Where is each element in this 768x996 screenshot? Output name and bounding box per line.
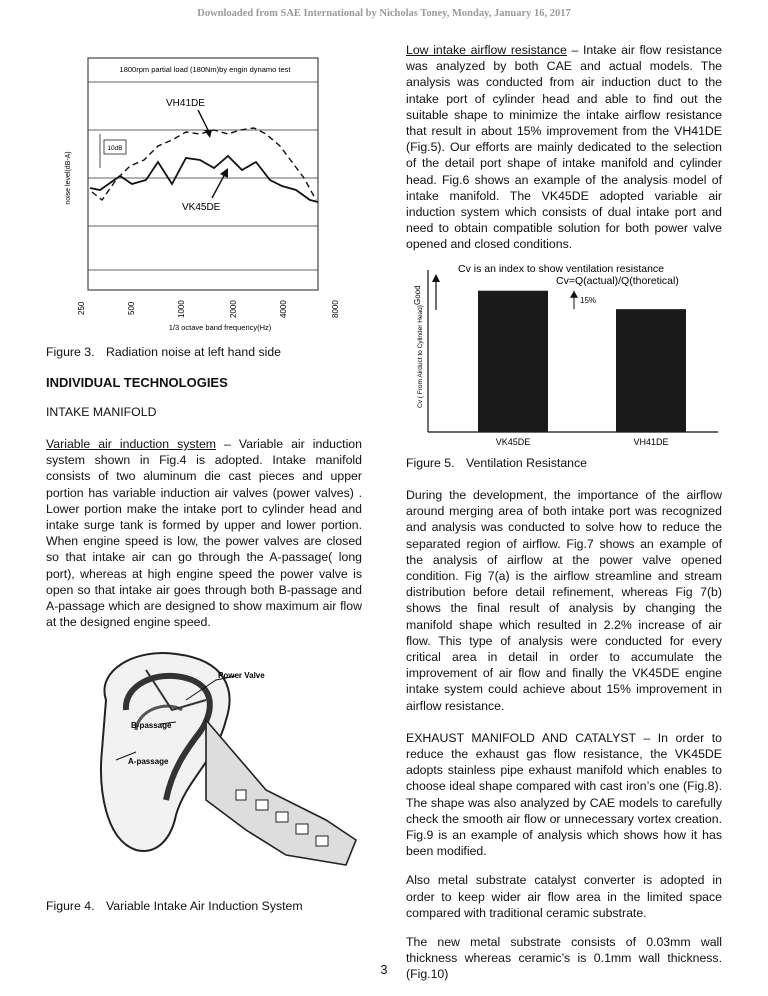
fig5-bar-vk45de bbox=[478, 291, 548, 432]
fig3-xlabel: 1/3 octave band frequency(Hz) bbox=[168, 323, 272, 332]
figure-3-noise-chart bbox=[60, 50, 350, 335]
wall-thickness-paragraph: The new metal substrate consists of 0.03mm wall thickness whereas ceramic’s is 0.1mm wall thickness. (Fig.10) bbox=[406, 935, 722, 982]
fig3-label-vh41de: VH41DE bbox=[166, 98, 205, 109]
fig5-category-vh41de: VH41DE bbox=[633, 437, 669, 447]
variable-air-induction-body: – Variable air induction system shown in Fig.4 is adopted. Intake manifold consists of two aluminum die cast pieces and upper portion has variable induction air valves (power valves) . Lower portion make the intake port to cylinder head and intake surge tank is formed by upper and lower portion. When engine speed is low, the power valves are closed so that intake air can go through the A-passage( long port), whereas at high engine speed the power valve is open so that intake air goes through both B-passage and A-passage which are designed to show maximum air flow at the designed engine speed. bbox=[46, 437, 362, 630]
fig5-formula: Cv=Q(actual)/Q(thoretical) bbox=[556, 275, 679, 287]
fig3-tick-4000: 4000 bbox=[279, 300, 288, 318]
figure-3-caption-text: Radiation noise at left hand side bbox=[106, 345, 282, 359]
variable-air-induction-lead: Variable air induction system bbox=[46, 437, 217, 451]
page-number: 3 bbox=[380, 963, 388, 977]
metal-substrate-paragraph: Also metal substrate catalyst converter is adopted in order to keep wider air flow area in the limited space compared with traditional ceramic substrate. bbox=[406, 873, 722, 920]
intake-airflow-resistance-body: – Intake air flow resistance was analyzed by both CAE and actual models. The analysis was conducted from air induction duct to the intake port of cylinder head and able to find out the suitable shape to minimize the intake airflow resistance that result in about 15% improvement from the VH41DE (Fig.5). Our efforts are mainly dedicated to the selection of the detail port shape of intake manifold and cylinder head. Fig.6 shows an example of the analysis model of intake manifold. The VK45DE adopted variable air induction system which consists of dual intake port and need to obtain compatible solution for both power valve opened and closed conditions. bbox=[406, 43, 722, 252]
fig5-category-vk45de: VK45DE bbox=[495, 437, 531, 447]
fig4-label-a-passage: A-passage bbox=[128, 757, 169, 766]
figure-5-caption-number: Figure 5. bbox=[406, 456, 455, 470]
fig5-diff-label: 15% bbox=[580, 295, 597, 305]
figure-5-caption bbox=[406, 456, 587, 470]
fig4-label-b-passage: B-passage bbox=[131, 721, 172, 730]
fig3-label-vk45de: VK45DE bbox=[182, 202, 221, 213]
fig3-ylabel: noise level(dB-A) bbox=[65, 151, 72, 205]
fig5-ylabel: Cv ( From Airduct to Cylinder Head) bbox=[417, 305, 424, 408]
fig5-title: Cv is an index to show ventilation resistance bbox=[458, 263, 665, 275]
fig5-bars bbox=[478, 291, 686, 432]
airflow-merging-paragraph: During the development, the importance of the airflow around merging area of both intake port was recognized and analysis was conducted to solve how to reduce the separated region of airflow. Fig.7 shows an example of the analysis of airflow at the power valve opened condition. Fig 7(a) is the airflow streamline and stream distribution before detail refinement, whereas Fig 7(b) shows the final result of analysis by changing the manifold shape which resulted in 2.2% increase of air flow. This type of analysis were conducted for every critical area in detail in order to accumulate the improvement of air flow and finally the VK45DE engine intake system could achieve about 15% improvement in airflow resistance. bbox=[406, 488, 722, 713]
intake-airflow-resistance-lead: Low intake airflow resistance bbox=[406, 43, 567, 57]
fig5-good-label: Good bbox=[413, 285, 422, 305]
right-column-text-top bbox=[406, 42, 722, 266]
fig5-category-labels bbox=[496, 437, 669, 447]
section-heading: INDIVIDUAL TECHNOLOGIES bbox=[46, 375, 228, 390]
fig3-vh41de-line bbox=[92, 128, 316, 200]
variable-air-induction-paragraph bbox=[46, 436, 362, 630]
subsection-heading: INTAKE MANIFOLD bbox=[46, 405, 157, 419]
fig3-x-ticks bbox=[77, 300, 340, 318]
fig5-bar-vh41de bbox=[616, 309, 686, 432]
figure-5-caption-text: Ventilation Resistance bbox=[466, 456, 587, 470]
download-notice: Downloaded from SAE International by Nicholas Toney, Monday, January 16, 2017 bbox=[197, 8, 571, 19]
figure-3-caption-number: Figure 3. bbox=[46, 345, 95, 359]
right-column-text-bottom bbox=[406, 487, 722, 996]
figure-4-intake-diagram bbox=[76, 640, 372, 876]
fig4-label-power-valve: Power Valve bbox=[218, 671, 265, 680]
figure-4-caption-number: Figure 4. bbox=[46, 899, 95, 913]
figure-5-ventilation-chart bbox=[408, 260, 728, 450]
left-column-text bbox=[46, 436, 362, 643]
exhaust-manifold-paragraph: EXHAUST MANIFOLD AND CATALYST – In order to reduce the exhaust gas flow resistance, the VK45DE adopts stainless pipe exhaust manifold which enables to choose ideal shape compared with cast iron’s one (Fig.8). The shape was also analyzed by CAE models to carefully check the smooth air flow or unnecessary vortex creation. Fig.9 is an example of analysis which shows how it has been modified. bbox=[406, 730, 722, 859]
fig3-tick-1000: 1000 bbox=[177, 300, 186, 318]
figure-4-caption-text: Variable Intake Air Induction System bbox=[106, 899, 303, 913]
fig3-tick-8000: 8000 bbox=[331, 300, 340, 318]
figure-4-caption bbox=[46, 899, 303, 913]
fig3-tick-500: 500 bbox=[127, 301, 136, 315]
intake-airflow-resistance-paragraph bbox=[406, 42, 722, 253]
fig3-tick-250: 250 bbox=[77, 301, 86, 315]
figure-3-caption bbox=[46, 345, 281, 359]
fig3-tick-2000: 2000 bbox=[229, 300, 238, 318]
fig5-diff-arrow bbox=[570, 291, 578, 298]
fig3-vk45de-line bbox=[90, 156, 318, 202]
fig3-title: 1800rpm partial load (180Nm)by engin dynamo test bbox=[119, 65, 291, 74]
fig3-scale-label: 10dB bbox=[107, 145, 123, 152]
